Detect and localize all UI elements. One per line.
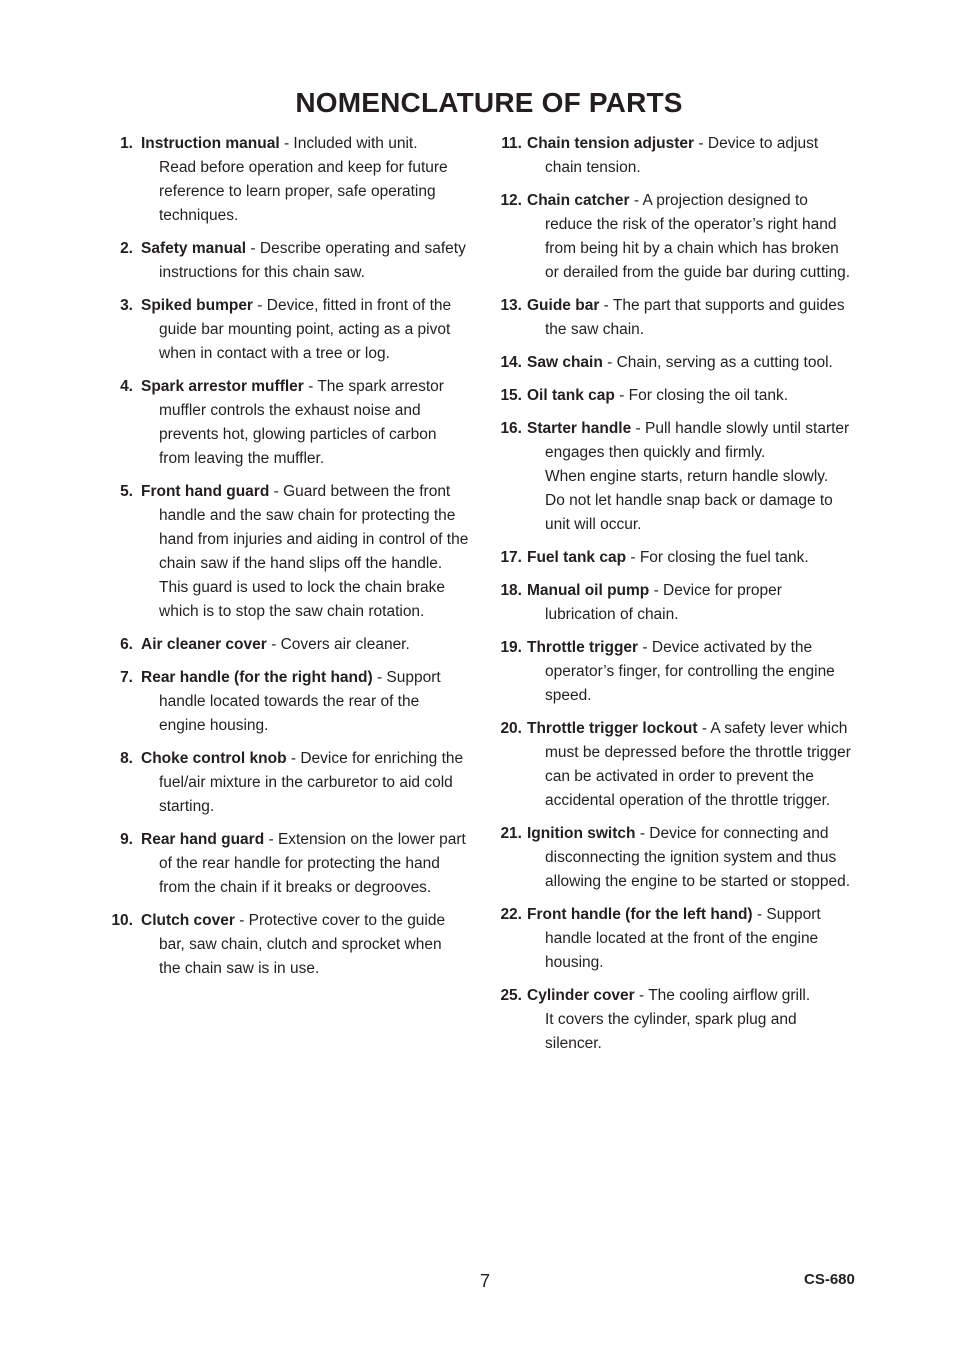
part-description-line — [527, 984, 868, 1008]
left-column — [110, 132, 482, 990]
part-name: Instruction manual — [141, 135, 280, 152]
part-description-line: handle located at the front of the engine — [545, 930, 819, 947]
part-description-line: It covers the cylinder, spark plug and — [545, 1011, 797, 1028]
part-description-line: When engine starts, return handle slowly. — [545, 468, 829, 485]
part-number: 12. — [500, 192, 522, 209]
part-description-text: - A safety lever which — [701, 720, 848, 737]
part-item — [498, 579, 868, 627]
part-description-line: allowing the engine to be started or stopped. — [545, 873, 851, 890]
part-description-text: - Extension on the lower part — [268, 831, 466, 848]
part-name: Guide bar — [527, 297, 600, 314]
part-name: Oil tank cap — [527, 387, 615, 404]
part-item — [498, 417, 868, 537]
part-item — [110, 294, 482, 366]
part-description-line: from being hit by a chain which has broken — [545, 240, 839, 257]
part-description-text: - Describe operating and safety — [250, 240, 466, 257]
part-item — [498, 636, 868, 708]
part-description-line: from the chain if it breaks or degrooves. — [159, 879, 432, 896]
part-description-line: can be activated in order to prevent the — [545, 768, 814, 785]
part-number: 4. — [120, 378, 133, 395]
part-description-text: - The spark arrestor — [308, 378, 444, 395]
part-description-line — [527, 636, 868, 660]
part-description-line — [527, 351, 868, 375]
part-number: 14. — [500, 354, 522, 371]
part-description-text: - Covers air cleaner. — [271, 636, 410, 653]
part-item — [498, 984, 868, 1056]
part-item — [110, 666, 482, 738]
part-description-line: when in contact with a tree or log. — [159, 345, 390, 362]
part-name: Starter handle — [527, 420, 632, 437]
part-number: 25. — [500, 987, 522, 1004]
part-number: 18. — [500, 582, 522, 599]
part-description-line: starting. — [159, 798, 215, 815]
part-description-line: of the rear handle for protecting the hand — [159, 855, 440, 872]
part-description-line: silencer. — [545, 1035, 602, 1052]
part-description-text: - Device for enriching the — [290, 750, 464, 767]
part-description-line: instructions for this chain saw. — [159, 264, 365, 281]
part-description-text: - For closing the oil tank. — [619, 387, 789, 404]
part-name: Air cleaner cover — [141, 636, 267, 653]
page-number: 7 — [480, 1271, 491, 1291]
part-name: Front hand guard — [141, 483, 270, 500]
part-description-text: - Device activated by the — [642, 639, 813, 656]
part-description-line: from leaving the muffler. — [159, 450, 325, 467]
part-number: 11. — [501, 135, 522, 152]
part-description-line — [527, 189, 868, 213]
part-description-text: - The cooling airflow grill. — [639, 987, 811, 1004]
part-number: 15. — [500, 387, 522, 404]
part-number: 5. — [120, 483, 133, 500]
part-name: Rear hand guard — [141, 831, 265, 848]
part-description-line: handle located towards the rear of the — [159, 693, 420, 710]
part-description-line: housing. — [545, 954, 604, 971]
part-description-line: operator’s finger, for controlling the engine — [545, 663, 835, 680]
part-description-line: chain saw if the hand slips off the handle. — [159, 555, 443, 572]
part-description-line: engages then quickly and firmly. — [545, 444, 766, 461]
part-description-text: - Included with unit. — [283, 135, 418, 152]
part-name: Fuel tank cap — [527, 549, 627, 566]
part-item — [498, 384, 868, 408]
part-description-line — [527, 132, 868, 156]
part-description-line: hand from injuries and aiding in control of the — [159, 531, 469, 548]
part-number: 22. — [500, 906, 522, 923]
part-description-line — [527, 384, 868, 408]
part-name: Front handle (for the left hand) — [527, 906, 753, 923]
part-description-line — [527, 579, 868, 603]
part-description-text: - Protective cover to the guide — [239, 912, 446, 929]
part-description-line: reduce the risk of the operator’s right hand — [545, 216, 837, 233]
part-description-text: - Pull handle slowly until starter — [635, 420, 850, 437]
part-description-line: reference to learn proper, safe operating — [159, 183, 436, 200]
part-description-line: bar, saw chain, clutch and sprocket when — [159, 936, 442, 953]
part-description-line — [141, 237, 482, 261]
part-description-line: accidental operation of the throttle trigger. — [545, 792, 831, 809]
part-description-line — [527, 717, 868, 741]
part-number: 3. — [120, 297, 133, 314]
part-description-text: - The part that supports and guides — [603, 297, 845, 314]
part-item — [110, 237, 482, 285]
part-description-line: prevents hot, glowing particles of carbon — [159, 426, 437, 443]
part-number: 9. — [120, 831, 133, 848]
part-description-line: handle and the saw chain for protecting the — [159, 507, 456, 524]
part-item — [110, 633, 482, 657]
part-description-text: - For closing the fuel tank. — [630, 549, 809, 566]
part-name: Chain catcher — [527, 192, 630, 209]
part-description-line — [141, 633, 482, 657]
part-description-line — [141, 909, 482, 933]
part-description-line — [141, 666, 482, 690]
part-item — [110, 480, 482, 624]
part-description-line — [527, 417, 868, 441]
part-number: 7. — [120, 669, 133, 686]
part-description-line — [141, 294, 482, 318]
document-code: CS-680 — [804, 1271, 855, 1288]
part-description-text: - A projection designed to — [633, 192, 808, 209]
part-name: Chain tension adjuster — [527, 135, 695, 152]
part-name: Spiked bumper — [141, 297, 253, 314]
part-name: Manual oil pump — [527, 582, 650, 599]
part-item — [498, 903, 868, 975]
part-description-line — [527, 546, 868, 570]
part-name: Choke control knob — [141, 750, 287, 767]
part-name: Saw chain — [527, 354, 603, 371]
part-name: Cylinder cover — [527, 987, 635, 1004]
part-name: Ignition switch — [527, 825, 636, 842]
part-number: 17. — [500, 549, 522, 566]
part-item — [110, 909, 482, 981]
part-item — [498, 822, 868, 894]
part-number: 6. — [120, 636, 133, 653]
part-name: Spark arrestor muffler — [141, 378, 304, 395]
part-item — [498, 132, 868, 180]
part-item — [110, 747, 482, 819]
part-number: 1. — [120, 135, 133, 152]
part-description-line — [141, 828, 482, 852]
part-description-text: - Device to adjust — [698, 135, 819, 152]
part-description-line: speed. — [545, 687, 592, 704]
part-item — [498, 351, 868, 375]
part-description-line: muffler controls the exhaust noise and — [159, 402, 421, 419]
part-number: 10. — [111, 912, 133, 929]
part-description-text: - Support — [376, 669, 441, 686]
part-number: 8. — [120, 750, 133, 767]
part-description-line: Read before operation and keep for future — [159, 159, 448, 176]
part-description-line — [141, 375, 482, 399]
part-number: 16. — [500, 420, 522, 437]
part-description-line: or derailed from the guide bar during cutting. — [545, 264, 851, 281]
part-item — [498, 546, 868, 570]
part-description-text: - Support — [756, 906, 821, 923]
part-description-line: the saw chain. — [545, 321, 645, 338]
page-title: NOMENCLATURE OF PARTS — [295, 87, 683, 118]
part-item — [110, 132, 482, 228]
part-description-line: unit will occur. — [545, 516, 642, 533]
part-description-line: disconnecting the ignition system and thus — [545, 849, 837, 866]
part-description-line: fuel/air mixture in the carburetor to aid cold — [159, 774, 453, 791]
part-description-line: which is to stop the saw chain rotation. — [159, 603, 425, 620]
part-description-text: - Guard between the front — [273, 483, 451, 500]
part-description-line: lubrication of chain. — [545, 606, 679, 623]
part-description-text: - Chain, serving as a cutting tool. — [607, 354, 833, 371]
part-name: Safety manual — [141, 240, 247, 257]
part-number: 20. — [500, 720, 522, 737]
part-description-line — [527, 294, 868, 318]
part-item — [110, 828, 482, 900]
part-item — [498, 189, 868, 285]
part-item — [498, 717, 868, 813]
part-description-line: This guard is used to lock the chain brake — [159, 579, 446, 596]
part-description-line: Do not let handle snap back or damage to — [545, 492, 833, 509]
part-description-line: the chain saw is in use. — [159, 960, 320, 977]
part-description-line: engine housing. — [159, 717, 269, 734]
part-description-line: techniques. — [159, 207, 239, 224]
part-name: Clutch cover — [141, 912, 235, 929]
part-description-line — [527, 822, 868, 846]
part-name: Throttle trigger — [527, 639, 639, 656]
part-number: 21. — [500, 825, 522, 842]
part-item — [110, 375, 482, 471]
part-description-line — [141, 132, 482, 156]
part-description-line — [527, 903, 868, 927]
part-name: Throttle trigger lockout — [527, 720, 698, 737]
part-item — [498, 294, 868, 342]
part-name: Rear handle (for the right hand) — [141, 669, 373, 686]
part-description-line — [141, 480, 482, 504]
part-description-line: chain tension. — [545, 159, 641, 176]
part-description-line: guide bar mounting point, acting as a pivot — [159, 321, 451, 338]
right-column — [498, 132, 868, 1065]
part-description-text: - Device, fitted in front of the — [257, 297, 452, 314]
part-number: 2. — [120, 240, 133, 257]
part-description-line: must be depressed before the throttle trigger — [545, 744, 851, 761]
part-description-text: - Device for proper — [653, 582, 782, 599]
part-description-text: - Device for connecting and — [639, 825, 829, 842]
part-number: 13. — [500, 297, 522, 314]
part-description-line — [141, 747, 482, 771]
part-number: 19. — [500, 639, 522, 656]
